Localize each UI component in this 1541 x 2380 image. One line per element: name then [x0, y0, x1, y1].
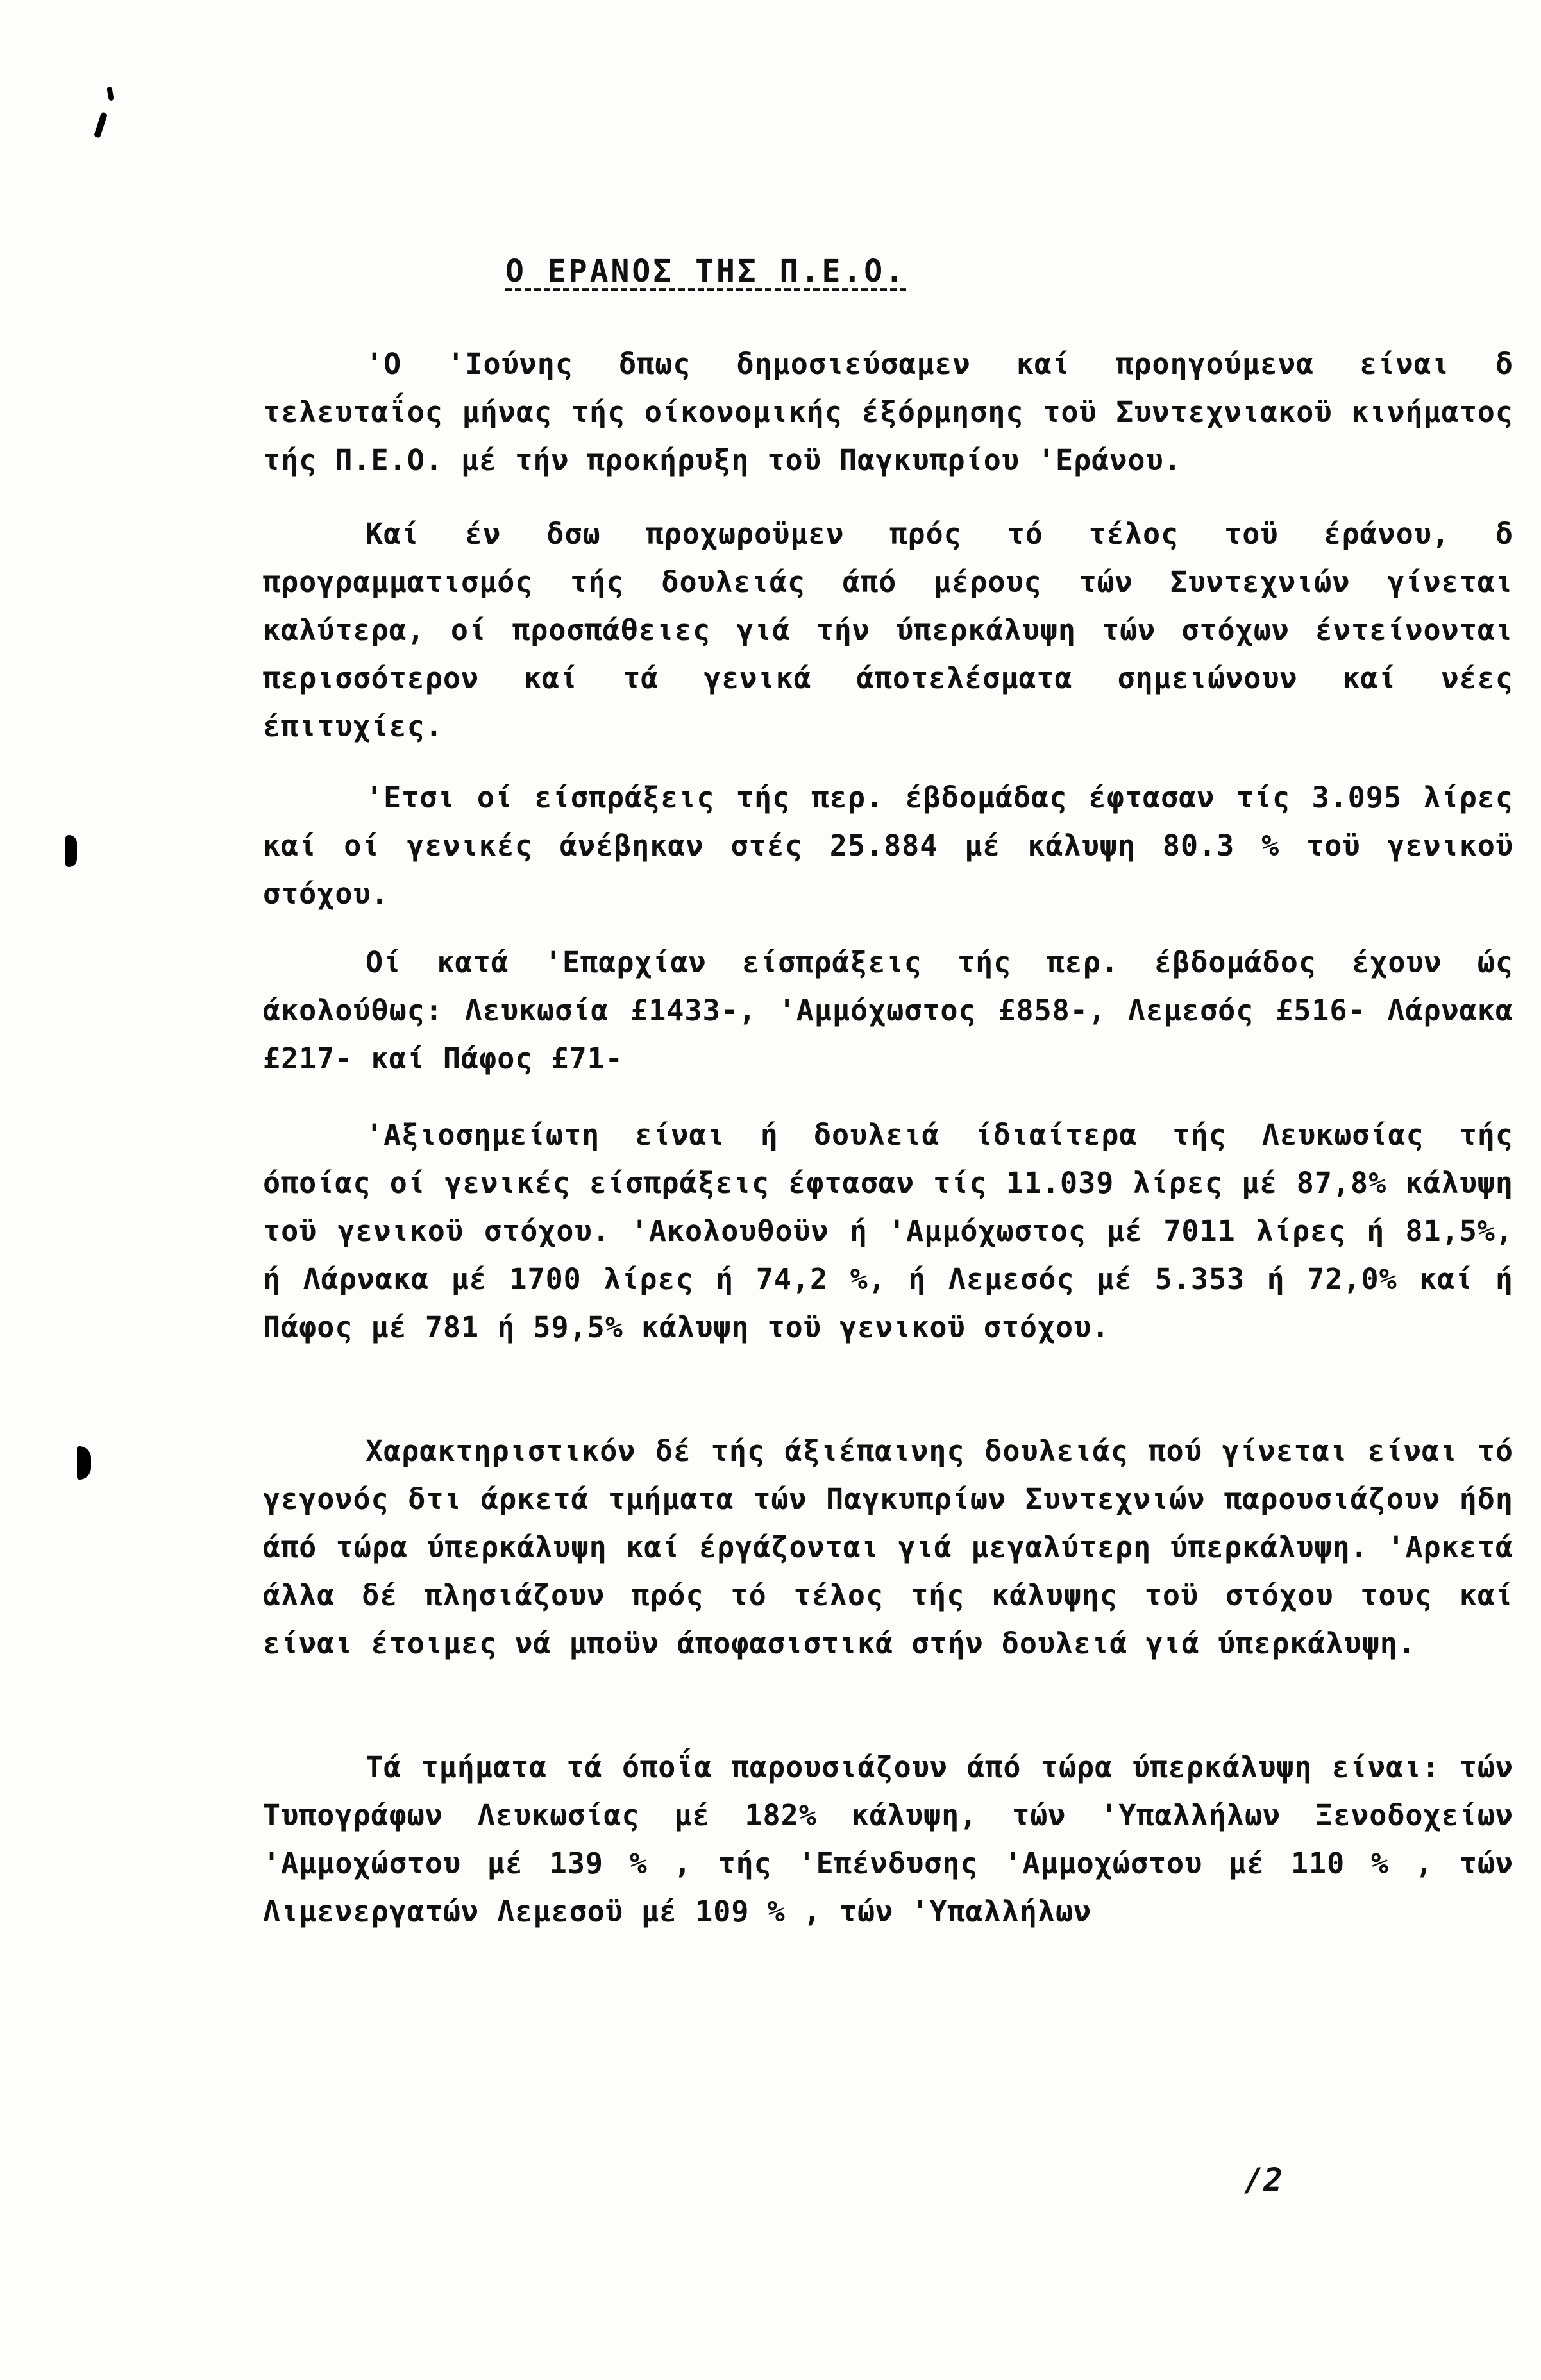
paragraph-text: 'Ετσι οί είσπράξεις τής περ. έβδομάδας έφτασαν τίς 3.095 λίρες καί οί γενικές άνέβηκαν στές 25.884 μέ κάλυψη 80.3 % τοϋ γενικοϋ στόχου.	[263, 781, 1513, 911]
paragraph-5	[263, 1111, 1513, 1351]
paragraph-text: Οί κατά 'Επαρχίαν είσπράξεις τής περ. έβδομάδος έχουν ώς άκολούθως: Λευκωσία £1433-, 'Αμμόχωστος £858-, Λεμεσός £516- Λάρνακα £217- καί Πάφος £71-	[263, 945, 1513, 1076]
paragraph-4	[263, 938, 1513, 1083]
paragraph-text: 'Αξιοσημείωτη είναι ή δουλειά ίδιαίτερα τής Λευκωσίας τής όποίας οί γενικές είσπράξεις έφτασαν τίς 11.039 λίρες μέ 87,8% κάλυψη τοϋ γενικοϋ στόχου. 'Ακολουθοϋν ή 'Αμμόχωστος μέ 7011 λίρες ή 81,5%, ή Λάρνακα μέ 1700 λίρες ή 74,2 %, ή Λεμεσός μέ 5.353 ή 72,0% καί ή Πάφος μέ 781 ή 59,5% κάλυψη τοϋ γενικοϋ στόχου.	[263, 1118, 1513, 1344]
paragraph-3	[263, 773, 1513, 918]
paragraph-7	[263, 1743, 1513, 1936]
paragraph-text: Χαρακτηριστικόν δέ τής άξιέπαινης δουλειάς πού γίνεται είναι τό γεγονός δτι άρκετά τμήματα τών Παγκυπρίων Συντεχνιών παρουσιάζουν ήδη άπό τώρα ύπερκάλυψη καί έργάζονται γιά μεγαλύτερη ύπερκάλυψη. 'Αρκετά άλλα δέ πλησιάζουν πρός τό τέλος τής κάλυψης τοϋ στόχου τους καί είναι έτοιμες νά μποϋν άποφασιστικά στήν δουλειά γιά ύπερκάλυψη.	[263, 1434, 1513, 1660]
ink-mark	[94, 112, 108, 138]
paragraph-6	[263, 1427, 1513, 1667]
document-title: Ο ΕΡΑΝΟΣ ΤΗΣ Π.Ε.Ο.	[505, 253, 907, 289]
paragraph-text: Καί έν δσω προχωροϋμεν πρός τό τέλος τοϋ έράνου, δ προγραμματισμός τής δουλειάς άπό μέρους τών Συντεχνιών γίνεται καλύτερα, οί προσπάθειες γιά τήν ύπερκάλυψη τών στόχων έντείνονται περισσότερον καί τά γενικά άποτελέσματα σημειώνουν καί νέες έπιτυχίες.	[263, 517, 1513, 743]
binding-hole-mark	[65, 835, 77, 867]
paragraph-1	[263, 340, 1513, 484]
paragraph-text: Τά τμήματα τά όποΐα παρουσιάζουν άπό τώρα ύπερκάλυψη είναι: τών Τυπογράφων Λευκωσίας μέ 182% κάλυψη, τών 'Υπαλλήλων Ξενοδοχείων 'Αμμοχώστου μέ 139 % , τής 'Επένδυσης 'Αμμοχώστου μέ 110 % , τών Λιμενεργατών Λεμεσοϋ μέ 109 % , τών 'Υπαλλήλων	[263, 1750, 1513, 1928]
paragraph-text: 'Ο 'Ιούνης δπως δημοσιεύσαμεν καί προηγούμενα είναι δ τελευταΐος μήνας τής οίκονομικής έξόρμησης τοϋ Συντεχνιακοϋ κινήματος τής Π.Ε.Ο. μέ τήν προκήρυξη τοϋ Παγκυπρίου 'Εράνου.	[263, 347, 1513, 477]
paragraph-2	[263, 510, 1513, 750]
ink-mark	[106, 86, 114, 101]
binding-hole-mark	[77, 1446, 91, 1480]
page-number: /2	[1244, 2161, 1283, 2199]
